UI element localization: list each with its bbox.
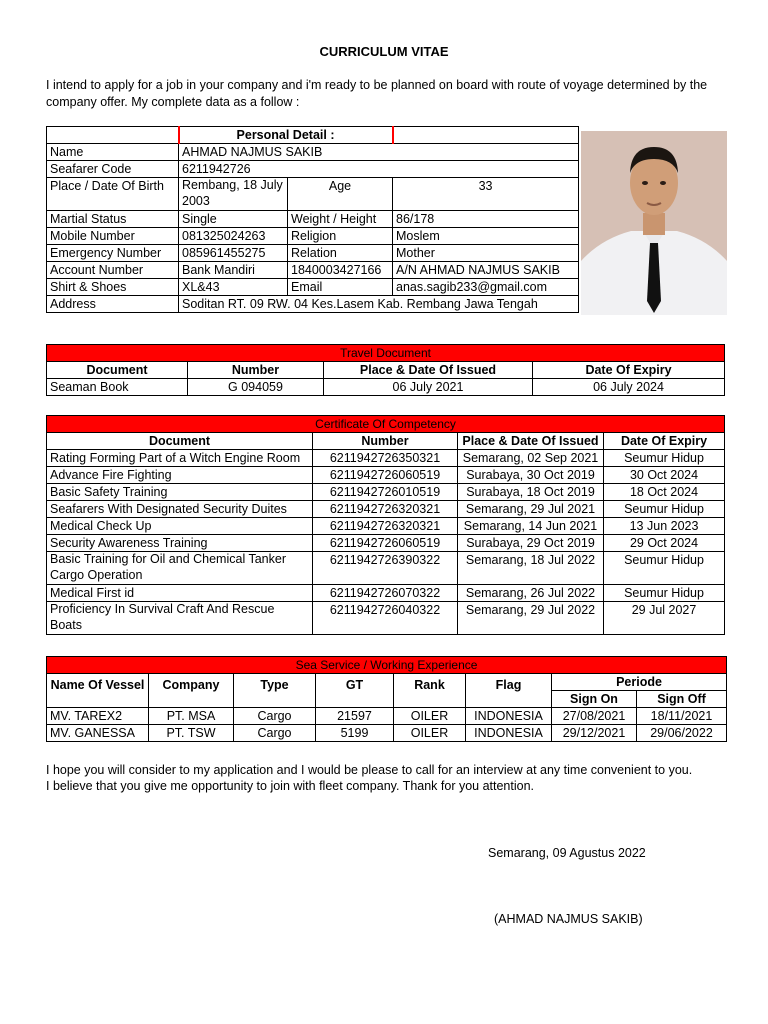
page-title: CURRICULUM VITAE (319, 44, 449, 59)
person-photo-icon (581, 131, 727, 315)
sea-cell: Cargo (234, 708, 316, 725)
sea-col-sign-on: Sign On (552, 691, 637, 708)
table-row (47, 379, 725, 396)
sea-col-sign-off: Sign Off (637, 691, 727, 708)
travel-col-expiry: Date Of Expiry (533, 362, 725, 379)
sea-cell: PT. MSA (149, 708, 234, 725)
age-label: Age (288, 178, 393, 211)
coc-cell: Basic Training for Oil and Chemical Tanker Cargo Operation (47, 552, 313, 585)
coc-cell: 29 Oct 2024 (604, 535, 725, 552)
table-row (47, 585, 725, 602)
sea-cell: MV. TAREX2 (47, 708, 149, 725)
status-label: Martial Status (47, 211, 179, 228)
coc-cell: Proficiency In Survival Craft And Rescue Boats (47, 602, 313, 635)
shirt-value: XL&43 (179, 279, 288, 296)
coc-cell: Semarang, 14 Jun 2021 (458, 518, 604, 535)
account-label: Account Number (47, 262, 179, 279)
religion-label: Religion (288, 228, 393, 245)
table-row (47, 602, 725, 635)
coc-cell: Semarang, 02 Sep 2021 (458, 450, 604, 467)
emergency-value: 085961455275 (179, 245, 288, 262)
sea-cell: 5199 (316, 725, 394, 742)
coc-cell: Seumur Hidup (604, 501, 725, 518)
table-row (47, 484, 725, 501)
coc-cell: Basic Safety Training (47, 484, 313, 501)
coc-cell: 6211942726060519 (313, 467, 458, 484)
coc-cell: Semarang, 26 Jul 2022 (458, 585, 604, 602)
account-name-value: A/N AHMAD NAJMUS SAKIB (393, 262, 579, 279)
certificate-table (46, 415, 725, 635)
travel-document-table (46, 344, 725, 396)
travel-cell: G 094059 (188, 379, 324, 396)
travel-col-document: Document (47, 362, 188, 379)
coc-cell: Advance Fire Fighting (47, 467, 313, 484)
city-date: Semarang, 09 Agustus 2022 (488, 846, 646, 860)
coc-cell: 6211942726350321 (313, 450, 458, 467)
table-row (47, 450, 725, 467)
sea-cell: PT. TSW (149, 725, 234, 742)
coc-cell: 30 Oct 2024 (604, 467, 725, 484)
name-value: AHMAD NAJMUS SAKIB (179, 144, 579, 161)
coc-cell: 6211942726010519 (313, 484, 458, 501)
table-row (47, 708, 727, 725)
coc-cell: Seumur Hidup (604, 552, 725, 585)
relation-label: Relation (288, 245, 393, 262)
coc-cell: Seumur Hidup (604, 450, 725, 467)
sea-cell: 27/08/2021 (552, 708, 637, 725)
travel-col-number: Number (188, 362, 324, 379)
sea-cell: 21597 (316, 708, 394, 725)
coc-cell: Rating Forming Part of a Witch Engine Room (47, 450, 313, 467)
age-value: 33 (393, 178, 579, 211)
coc-cell: Semarang, 29 Jul 2021 (458, 501, 604, 518)
intro-text: I intend to apply for a job in your company and i'm ready to be planned on board with route of voyage determined by the company offer. My complete data as a follow : (46, 78, 708, 109)
coc-cell: 6211942726040322 (313, 602, 458, 635)
emergency-label: Emergency Number (47, 245, 179, 262)
sea-cell: INDONESIA (466, 708, 552, 725)
sea-service-table (46, 656, 727, 742)
sea-cell: OILER (394, 725, 466, 742)
seafarer-code-label: Seafarer Code (47, 161, 179, 178)
travel-cell: Seaman Book (47, 379, 188, 396)
signature-name: (AHMAD NAJMUS SAKIB) (494, 912, 643, 926)
travel-cell: 06 July 2024 (533, 379, 725, 396)
table-row (47, 518, 725, 535)
closing-text (46, 762, 746, 794)
coc-cell: Seumur Hidup (604, 585, 725, 602)
sea-col-gt: GT (316, 674, 394, 708)
coc-cell: Surabaya, 29 Oct 2019 (458, 535, 604, 552)
sea-cell: 18/11/2021 (637, 708, 727, 725)
coc-cell: Medical Check Up (47, 518, 313, 535)
coc-col-number: Number (313, 433, 458, 450)
coc-cell: Semarang, 18 Jul 2022 (458, 552, 604, 585)
status-value: Single (179, 211, 288, 228)
address-label: Address (47, 296, 179, 313)
mobile-value: 081325024263 (179, 228, 288, 245)
sea-cell: OILER (394, 708, 466, 725)
table-row (47, 467, 725, 484)
profile-photo (581, 131, 727, 315)
coc-cell: 6211942726060519 (313, 535, 458, 552)
coc-col-document: Document (47, 433, 313, 450)
certificate-header: Certificate Of Competency (47, 416, 725, 433)
sea-col-flag: Flag (466, 674, 552, 708)
sea-cell: INDONESIA (466, 725, 552, 742)
sea-service-header: Sea Service / Working Experience (47, 657, 727, 674)
coc-cell: Surabaya, 18 Oct 2019 (458, 484, 604, 501)
coc-cell: 6211942726390322 (313, 552, 458, 585)
sea-col-vessel: Name Of Vessel (47, 674, 149, 708)
closing-line-2: I believe that you give me opportunity to join with fleet company. Thank for you attention. (46, 779, 535, 793)
weight-height-label: Weight / Height (288, 211, 393, 228)
table-row (47, 501, 725, 518)
table-row (47, 535, 725, 552)
coc-col-place-date: Place & Date Of Issued (458, 433, 604, 450)
coc-cell: Medical First id (47, 585, 313, 602)
travel-col-place-date: Place & Date Of Issued (324, 362, 533, 379)
travel-document-header: Travel Document (47, 345, 725, 362)
table-row (47, 552, 725, 585)
coc-cell: 18 Oct 2024 (604, 484, 725, 501)
sea-cell: MV. GANESSA (47, 725, 149, 742)
account-number-value: 1840003427166 (288, 262, 393, 279)
personal-detail-table (46, 126, 579, 313)
coc-cell: 13 Jun 2023 (604, 518, 725, 535)
sea-cell: 29/12/2021 (552, 725, 637, 742)
sea-col-company: Company (149, 674, 234, 708)
name-label: Name (47, 144, 179, 161)
coc-cell: 6211942726070322 (313, 585, 458, 602)
sea-col-type: Type (234, 674, 316, 708)
sea-col-periode: Periode (552, 674, 727, 691)
email-value[interactable]: anas.sagib233@gmail.com (393, 279, 579, 296)
shirt-label: Shirt & Shoes (47, 279, 179, 296)
relation-value: Mother (393, 245, 579, 262)
personal-detail-header: Personal Detail : (179, 127, 393, 144)
coc-cell: 6211942726320321 (313, 518, 458, 535)
email-label: Email (288, 279, 393, 296)
coc-cell: Security Awareness Training (47, 535, 313, 552)
coc-col-expiry: Date Of Expiry (604, 433, 725, 450)
mobile-label: Mobile Number (47, 228, 179, 245)
table-row (47, 725, 727, 742)
coc-cell: Surabaya, 30 Oct 2019 (458, 467, 604, 484)
coc-cell: Semarang, 29 Jul 2022 (458, 602, 604, 635)
sea-cell: 29/06/2022 (637, 725, 727, 742)
sea-col-rank: Rank (394, 674, 466, 708)
religion-value: Moslem (393, 228, 579, 245)
coc-cell: Seafarers With Designated Security Duites (47, 501, 313, 518)
bank-value: Bank Mandiri (179, 262, 288, 279)
seafarer-code-value: 6211942726 (179, 161, 579, 178)
coc-cell: 29 Jul 2027 (604, 602, 725, 635)
closing-line-1: I hope you will consider to my application and I would be please to call for an interview at any time convenient to you. (46, 763, 693, 777)
coc-cell: 6211942726320321 (313, 501, 458, 518)
weight-height-value: 86/178 (393, 211, 579, 228)
travel-cell: 06 July 2021 (324, 379, 533, 396)
birth-label: Place / Date Of Birth (47, 178, 179, 211)
address-value: Soditan RT. 09 RW. 04 Kes.Lasem Kab. Rembang Jawa Tengah (179, 296, 579, 313)
birth-value: Rembang, 18 July 2003 (179, 178, 288, 211)
sea-cell: Cargo (234, 725, 316, 742)
